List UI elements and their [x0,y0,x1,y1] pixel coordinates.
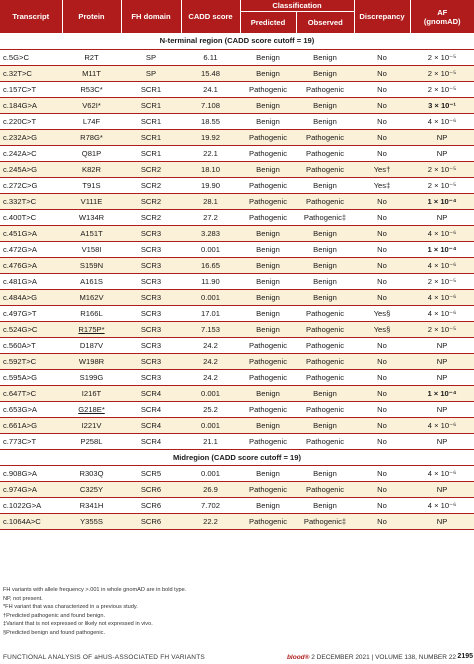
cell-discrepancy: No [354,385,410,401]
page-footer [0,651,474,664]
section-title: Midregion (CADD score cutoff = 19) [0,449,474,465]
table-row [0,417,474,433]
cell-predicted: Benign [240,465,296,481]
page-number: 2195 [457,653,473,660]
cell-protein: G218E* [62,401,121,417]
cell-predicted: Pathogenic [240,401,296,417]
cell-transcript: c.272C>G [0,177,62,193]
cell-cadd: 24.2 [181,369,240,385]
header-protein: Protein [62,0,121,33]
cell-transcript: c.497G>T [0,305,62,321]
cell-domain: SCR6 [121,481,181,497]
cell-protein: R53C* [62,81,121,97]
cell-discrepancy: Yes§ [354,305,410,321]
cell-transcript: c.242A>C [0,145,62,161]
cell-predicted: Benign [240,417,296,433]
header-discrepancy: Discrepancy [354,0,410,33]
table-row [0,385,474,401]
cell-predicted: Pathogenic [240,353,296,369]
cell-cadd: 27.2 [181,209,240,225]
cell-protein: I221V [62,417,121,433]
cell-observed: Benign [296,49,354,65]
cell-discrepancy: No [354,465,410,481]
cell-transcript: c.647T>C [0,385,62,401]
cell-predicted: Benign [240,97,296,113]
cell-observed: Benign [296,225,354,241]
cell-observed: Benign [296,289,354,305]
cell-cadd: 7.108 [181,97,240,113]
cell-predicted: Benign [240,241,296,257]
header-af [410,0,474,33]
cell-domain: SCR6 [121,497,181,513]
table-row [0,369,474,385]
cell-cadd: 6.11 [181,49,240,65]
table-row [0,497,474,513]
cell-domain: SCR1 [121,129,181,145]
header-predicted: Predicted [240,11,296,33]
cell-transcript: c.661A>G [0,417,62,433]
cell-predicted: Pathogenic [240,193,296,209]
table-row [0,65,474,81]
cell-domain: SCR3 [121,321,181,337]
cell-predicted: Benign [240,273,296,289]
cell-protein: S199G [62,369,121,385]
cell-transcript: c.400T>C [0,209,62,225]
cell-protein: W198R [62,353,121,369]
cell-domain: SP [121,65,181,81]
cell-observed: Pathogenic [296,401,354,417]
cell-domain: SCR4 [121,417,181,433]
cell-transcript: c.472G>A [0,241,62,257]
cell-domain: SCR3 [121,305,181,321]
table-row [0,241,474,257]
cell-discrepancy: Yes‡ [354,177,410,193]
cell-transcript: c.232A>G [0,129,62,145]
cell-observed: Benign [296,65,354,81]
cell-observed: Pathogenic‡ [296,513,354,529]
cell-cadd: 0.001 [181,385,240,401]
cell-discrepancy: No [354,193,410,209]
cell-observed: Pathogenic [296,129,354,145]
cell-cadd: 0.001 [181,465,240,481]
cell-protein: V62I* [62,97,121,113]
cell-discrepancy: Yes§ [354,321,410,337]
cell-domain: SCR3 [121,241,181,257]
header-classification: Classification [240,0,354,11]
cell-protein: L74F [62,113,121,129]
cell-observed: Pathogenic [296,353,354,369]
cell-domain: SCR1 [121,81,181,97]
cell-observed: Pathogenic [296,81,354,97]
cell-domain: SCR2 [121,209,181,225]
cell-protein: A161S [62,273,121,289]
cell-transcript: c.451G>A [0,225,62,241]
cell-predicted: Pathogenic [240,513,296,529]
cell-transcript: c.1064A>C [0,513,62,529]
cell-predicted: Pathogenic [240,337,296,353]
cell-af: 4 × 10⁻⁶ [410,465,474,481]
header-cadd-score: CADD score [181,0,240,33]
cell-protein: R341H [62,497,121,513]
cell-cadd: 3.283 [181,225,240,241]
cell-cadd: 0.001 [181,289,240,305]
issue-info: 2 DECEMBER 2021 | VOLUME 138, NUMBER 22 [311,654,456,661]
cell-protein: R175P* [62,321,121,337]
cell-discrepancy: No [354,209,410,225]
cell-discrepancy: No [354,481,410,497]
cell-protein: K82R [62,161,121,177]
cell-transcript: c.592T>C [0,353,62,369]
cell-cadd: 22.2 [181,513,240,529]
cell-domain: SCR3 [121,337,181,353]
cell-observed: Pathogenic [296,145,354,161]
cell-discrepancy: No [354,417,410,433]
cell-transcript: c.595A>G [0,369,62,385]
cell-protein: D187V [62,337,121,353]
cell-observed: Benign [296,417,354,433]
cell-predicted: Pathogenic [240,177,296,193]
table-row [0,257,474,273]
cell-predicted: Benign [240,113,296,129]
cell-af: 4 × 10⁻⁶ [410,305,474,321]
table-body [0,33,474,529]
table-row [0,193,474,209]
cell-predicted: Benign [240,385,296,401]
cell-af: 2 × 10⁻⁵ [410,177,474,193]
cell-discrepancy: No [354,97,410,113]
table-row [0,321,474,337]
cell-transcript: c.653G>A [0,401,62,417]
section-header-row [0,33,474,49]
table-row [0,353,474,369]
table-row [0,337,474,353]
cell-discrepancy: No [354,113,410,129]
cell-af: NP [410,337,474,353]
table-row [0,225,474,241]
cell-predicted: Pathogenic [240,209,296,225]
cell-predicted: Pathogenic [240,145,296,161]
cell-predicted: Benign [240,161,296,177]
cell-discrepancy: No [354,353,410,369]
cell-af: 1 × 10⁻⁴ [410,241,474,257]
cell-transcript: c.32T>C [0,65,62,81]
cell-discrepancy: No [354,257,410,273]
cell-predicted: Benign [240,321,296,337]
cell-transcript: c.908G>A [0,465,62,481]
cell-predicted: Pathogenic [240,129,296,145]
cell-observed: Benign [296,273,354,289]
footnote: NP, not present. [3,595,43,602]
section-header-row [0,449,474,465]
cell-transcript: c.332T>C [0,193,62,209]
cell-domain: SCR2 [121,193,181,209]
cell-af: 2 × 10⁻⁵ [410,321,474,337]
cell-protein: I216T [62,385,121,401]
cell-observed: Benign [296,385,354,401]
cell-protein: W134R [62,209,121,225]
cell-observed: Pathogenic [296,193,354,209]
cell-transcript: c.524G>C [0,321,62,337]
cell-discrepancy: No [354,145,410,161]
cell-cadd: 18.10 [181,161,240,177]
cell-protein: M162V [62,289,121,305]
cell-observed: Benign [296,257,354,273]
cell-predicted: Benign [240,305,296,321]
cell-protein: R2T [62,49,121,65]
cell-transcript: c.560A>T [0,337,62,353]
cell-predicted: Pathogenic [240,369,296,385]
cell-transcript: c.245A>G [0,161,62,177]
cell-cadd: 22.1 [181,145,240,161]
cell-af: 4 × 10⁻⁶ [410,289,474,305]
cell-cadd: 15.48 [181,65,240,81]
cell-domain: SCR3 [121,289,181,305]
header-transcript: Transcript [0,0,62,33]
cell-af: NP [410,401,474,417]
cell-discrepancy: No [354,433,410,449]
cell-predicted: Benign [240,49,296,65]
cell-cadd: 7.702 [181,497,240,513]
journal-info [287,654,456,661]
cell-protein: Q81P [62,145,121,161]
cell-cadd: 11.90 [181,273,240,289]
cell-observed: Pathogenic‡ [296,209,354,225]
cell-cadd: 17.01 [181,305,240,321]
cell-cadd: 7.153 [181,321,240,337]
header-fh-domain: FH domain [121,0,181,33]
table-row [0,81,474,97]
table-row [0,433,474,449]
cell-cadd: 28.1 [181,193,240,209]
cell-protein: S159N [62,257,121,273]
cell-discrepancy: No [354,369,410,385]
table-row [0,177,474,193]
cell-af: 1 × 10⁻⁴ [410,193,474,209]
cell-transcript: c.5G>C [0,49,62,65]
table-row [0,465,474,481]
cell-domain: SP [121,49,181,65]
cell-protein: V158I [62,241,121,257]
cell-domain: SCR4 [121,401,181,417]
cell-af: 3 × 10⁻¹ [410,97,474,113]
table-row [0,273,474,289]
table-row [0,401,474,417]
cell-predicted: Pathogenic [240,81,296,97]
cell-observed: Benign [296,497,354,513]
cell-af: NP [410,369,474,385]
cell-cadd: 26.9 [181,481,240,497]
cell-domain: SCR2 [121,161,181,177]
cell-domain: SCR1 [121,145,181,161]
cell-predicted: Benign [240,65,296,81]
header-af-line2: (gnomAD) [423,16,461,26]
cell-predicted: Pathogenic [240,481,296,497]
cell-domain: SCR5 [121,465,181,481]
cell-protein: M11T [62,65,121,81]
cell-discrepancy: No [354,401,410,417]
cell-observed: Benign [296,465,354,481]
footnote: *FH variant that was characterized in a previous study. [3,604,138,610]
cell-observed: Benign [296,241,354,257]
cell-discrepancy: No [354,129,410,145]
cell-protein: R303Q [62,465,121,481]
cell-domain: SCR4 [121,385,181,401]
cell-protein: T91S [62,177,121,193]
cell-cadd: 19.92 [181,129,240,145]
cell-transcript: c.220C>T [0,113,62,129]
cell-discrepancy: No [354,273,410,289]
cell-transcript: c.184G>A [0,97,62,113]
cell-cadd: 0.001 [181,241,240,257]
footnote: ‡Variant that is not expressed or likely not expressed in vivo. [3,621,153,627]
cell-transcript: c.773C>T [0,433,62,449]
cell-observed: Benign [296,113,354,129]
cell-af: 2 × 10⁻⁵ [410,81,474,97]
cell-observed: Benign [296,177,354,193]
cell-domain: SCR6 [121,513,181,529]
cell-protein: P258L [62,433,121,449]
cell-af: 4 × 10⁻⁶ [410,257,474,273]
cell-cadd: 0.001 [181,417,240,433]
cell-discrepancy: No [354,81,410,97]
table-row [0,513,474,529]
cell-observed: Pathogenic [296,481,354,497]
cell-cadd: 25.2 [181,401,240,417]
cell-transcript: c.974G>A [0,481,62,497]
running-title: FUNCTIONAL ANALYSIS OF aHUS-ASSOCIATED FH VARIANTS [3,654,205,661]
cell-domain: SCR3 [121,225,181,241]
cell-predicted: Pathogenic [240,433,296,449]
table-footnotes [3,586,186,637]
cell-domain: SCR3 [121,353,181,369]
cell-af: 4 × 10⁻⁶ [410,113,474,129]
cell-cadd: 24.1 [181,81,240,97]
journal-logo: blood® [286,654,310,661]
cell-domain: SCR1 [121,97,181,113]
cell-af: 4 × 10⁻⁶ [410,225,474,241]
cell-domain: SCR3 [121,369,181,385]
table-row [0,113,474,129]
header-af-line1: AF [437,7,448,17]
cell-af: 4 × 10⁻⁶ [410,497,474,513]
table-row [0,49,474,65]
cell-discrepancy: No [354,497,410,513]
table-row [0,97,474,113]
cell-af: NP [410,145,474,161]
table-row [0,209,474,225]
cell-af: 1 × 10⁻⁴ [410,385,474,401]
cell-domain: SCR2 [121,177,181,193]
cell-protein: C325Y [62,481,121,497]
cell-protein: R166L [62,305,121,321]
table-row [0,305,474,321]
cell-discrepancy: No [354,241,410,257]
footnote: †Predicted pathogenic and found benign. [3,612,106,619]
cell-observed: Benign [296,97,354,113]
cell-af: NP [410,353,474,369]
cell-transcript: c.481G>A [0,273,62,289]
cell-discrepancy: No [354,337,410,353]
cell-cadd: 18.55 [181,113,240,129]
cell-domain: SCR3 [121,273,181,289]
cell-domain: SCR1 [121,113,181,129]
cell-discrepancy: No [354,513,410,529]
cell-discrepancy: No [354,65,410,81]
cell-domain: SCR4 [121,433,181,449]
cell-af: NP [410,433,474,449]
cell-observed: Pathogenic [296,321,354,337]
section-title: N-terminal region (CADD score cutoff = 19) [0,33,474,49]
cell-predicted: Benign [240,289,296,305]
cell-transcript: c.476G>A [0,257,62,273]
table-row [0,129,474,145]
footnote: §Predicted benign and found pathogenic. [3,629,106,636]
cell-af: 4 × 10⁻⁶ [410,417,474,433]
cell-protein: R78G* [62,129,121,145]
table-row [0,289,474,305]
cell-af: NP [410,209,474,225]
cell-cadd: 16.65 [181,257,240,273]
cell-predicted: Benign [240,225,296,241]
cell-af: NP [410,129,474,145]
cell-protein: Y355S [62,513,121,529]
cell-predicted: Benign [240,257,296,273]
cell-discrepancy: No [354,49,410,65]
cell-observed: Pathogenic [296,305,354,321]
cell-predicted: Benign [240,497,296,513]
footnote: FH variants with allele frequency >.001 in whole gnomAD are in bold type. [3,587,187,593]
cell-transcript: c.1022G>A [0,497,62,513]
cell-cadd: 24.2 [181,353,240,369]
cell-transcript: c.484A>G [0,289,62,305]
cell-af: 2 × 10⁻⁵ [410,65,474,81]
cell-af: 2 × 10⁻⁵ [410,161,474,177]
cell-observed: Pathogenic [296,369,354,385]
cell-transcript: c.157C>T [0,81,62,97]
cell-cadd: 19.90 [181,177,240,193]
cell-discrepancy: No [354,289,410,305]
cell-af: 2 × 10⁻⁵ [410,49,474,65]
header-observed: Observed [296,11,354,33]
cell-domain: SCR3 [121,257,181,273]
cell-observed: Pathogenic [296,433,354,449]
cell-cadd: 21.1 [181,433,240,449]
cell-af: NP [410,481,474,497]
cell-af: NP [410,513,474,529]
table-row [0,161,474,177]
table-row [0,481,474,497]
cell-protein: V111E [62,193,121,209]
cell-observed: Pathogenic [296,161,354,177]
cell-af: 2 × 10⁻⁵ [410,273,474,289]
cell-discrepancy: No [354,225,410,241]
table-row [0,145,474,161]
cell-observed: Pathogenic [296,337,354,353]
cell-discrepancy: Yes† [354,161,410,177]
cell-protein: A151T [62,225,121,241]
cell-cadd: 24.2 [181,337,240,353]
